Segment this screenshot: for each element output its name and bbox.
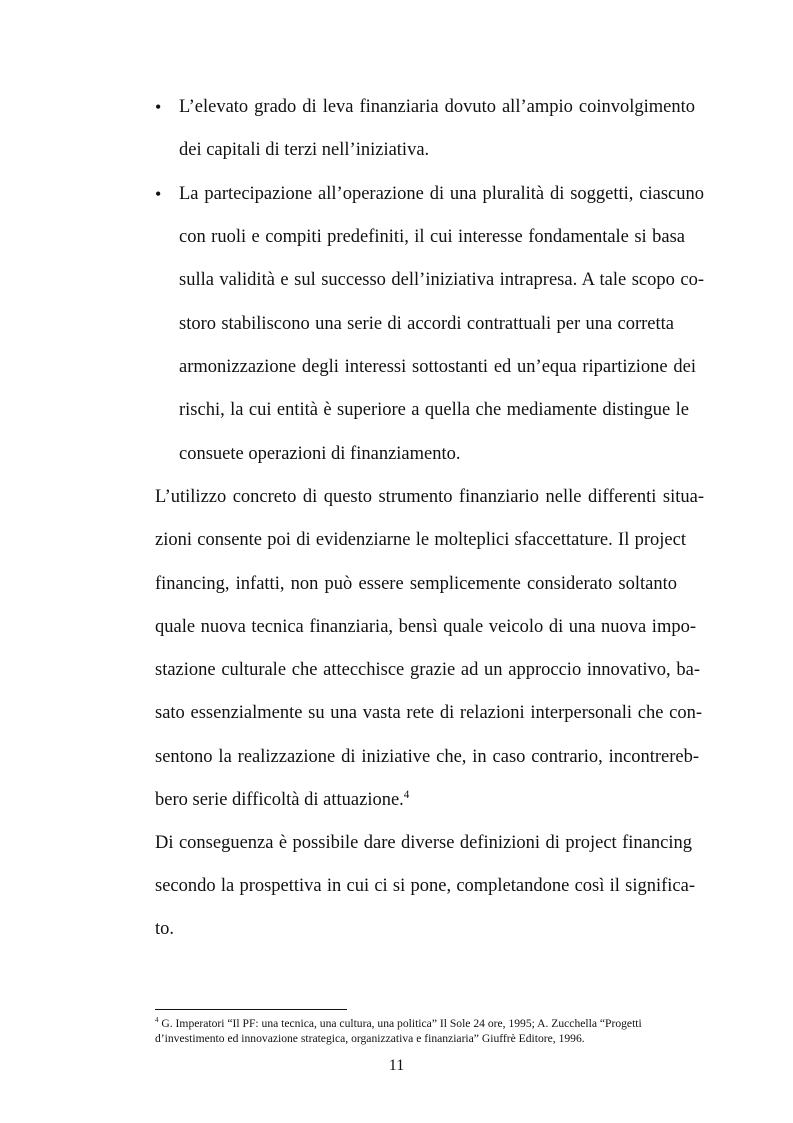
bullet-2-line-3: sulla validità e sul successo dell’iniziativa intrapresa. A tale scopo co- xyxy=(179,270,704,290)
paragraph-1-line-6: sato essenzialmente su una vasta rete di relazioni interpersonali che con- xyxy=(155,703,702,723)
paragraph-1-line-7: sentono la realizzazione di iniziative che, in caso contrario, incontrereb- xyxy=(155,747,699,767)
footnote-number: 4 xyxy=(155,1016,159,1025)
paragraph-1-line-1: L’utilizzo concreto di questo strumento finanziario nelle differenti situa- xyxy=(155,487,704,507)
footnote-line-1 xyxy=(155,1017,642,1031)
paragraph-1-line-8 xyxy=(155,789,409,811)
paragraph-1-line-5: stazione culturale che attecchisce grazie ad un approccio innovativo, ba- xyxy=(155,660,700,680)
bullet-2-line-5: armonizzazione degli interessi sottostanti ed un’equa ripartizione dei xyxy=(179,357,696,377)
paragraph-2-line-3: to. xyxy=(155,919,175,939)
footnote-separator xyxy=(155,1009,347,1010)
paragraph-2-line-2: secondo la prospettiva in cui ci si pone, completandone così il significa- xyxy=(155,876,695,896)
footnote-line-2: d’investimento ed innovazione strategica, organizzativa e finanziaria” Giuffrè Editore, 1996. xyxy=(155,1032,585,1045)
bullet-2-line-6: rischi, la cui entità è superiore a quella che mediamente distingue le xyxy=(179,400,689,420)
bullet-2-line-4: storo stabiliscono una serie di accordi contrattuali per una corretta xyxy=(179,314,674,334)
bullet-2-line-7: consuete operazioni di finanziamento. xyxy=(179,444,461,464)
paragraph-1-line-8-text: bero serie difficoltà di attuazione. xyxy=(155,790,404,810)
bullet-1-line-1: L’elevato grado di leva finanziaria dovuto all’ampio coinvolgimento xyxy=(179,97,695,117)
paragraph-2-line-1: Di conseguenza è possibile dare diverse definizioni di project financing xyxy=(155,833,692,853)
bullet-marker: • xyxy=(155,184,162,204)
bullet-2-line-1: La partecipazione all’operazione di una pluralità di soggetti, ciascuno xyxy=(179,184,704,204)
bullet-1-line-2: dei capitali di terzi nell’iniziativa. xyxy=(179,140,430,160)
paragraph-1-line-3: financing, infatti, non può essere semplicemente considerato soltanto xyxy=(155,574,677,594)
bullet-marker: • xyxy=(155,97,162,117)
bullet-2-line-2: con ruoli e compiti predefiniti, il cui interesse fondamentale si basa xyxy=(179,227,685,247)
footnote-text-1: G. Imperatori “Il PF: una tecnica, una cultura, una politica” Il Sole 24 ore, 1995; A. Zucchella “Progetti xyxy=(161,1017,642,1030)
paragraph-1-line-4: quale nuova tecnica finanziaria, bensì quale veicolo di una nuova impo- xyxy=(155,617,696,637)
page-number: 11 xyxy=(388,1057,405,1074)
footnote-reference: 4 xyxy=(403,788,410,801)
paragraph-1-line-2: zioni consente poi di evidenziarne le molteplici sfaccettature. Il project xyxy=(155,530,686,550)
